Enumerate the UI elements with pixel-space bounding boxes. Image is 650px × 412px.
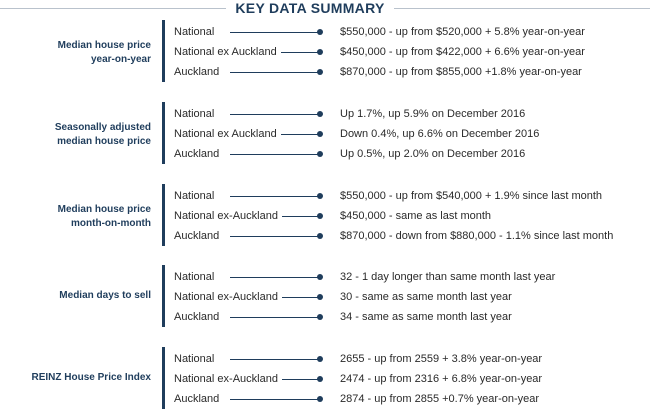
bullet-dot xyxy=(317,294,323,300)
bullet-dot xyxy=(317,233,323,239)
section-label-line: Median days to sell xyxy=(59,290,151,301)
bullet-dot xyxy=(317,69,323,75)
section-label-line: median house price xyxy=(57,136,151,147)
data-row xyxy=(0,206,650,226)
row-value: $870,000 - down from $880,000 - 1.1% since last month xyxy=(340,230,614,242)
summary-section xyxy=(0,349,650,409)
bullet-dot xyxy=(317,29,323,35)
leader-line xyxy=(230,196,318,197)
leader-line xyxy=(230,399,318,400)
bullet-dot xyxy=(317,193,323,199)
row-value: Up 1.7%, up 5.9% on December 2016 xyxy=(340,108,526,120)
data-row xyxy=(0,389,650,409)
data-row xyxy=(0,42,650,62)
data-row xyxy=(0,267,650,287)
leader-line xyxy=(281,134,318,135)
section-label-line: Seasonally adjusted xyxy=(54,122,151,133)
row-value: 34 - same as same month last year xyxy=(340,311,512,323)
data-row xyxy=(0,62,650,82)
data-row xyxy=(0,186,650,206)
row-label: Auckland xyxy=(174,148,220,160)
row-value: 2874 - up from 2855 +0.7% year-on-year xyxy=(340,393,540,405)
bullet-dot xyxy=(317,274,323,280)
row-label: Auckland xyxy=(174,230,220,242)
bullet-dot xyxy=(317,49,323,55)
row-label: Auckland xyxy=(174,393,220,405)
bullet-dot xyxy=(317,314,323,320)
row-label: National ex Auckland xyxy=(174,46,277,58)
row-label: National ex-Auckland xyxy=(174,373,278,385)
data-row xyxy=(0,287,650,307)
leader-line xyxy=(230,277,318,278)
bullet-dot xyxy=(317,396,323,402)
bullet-dot xyxy=(317,356,323,362)
row-label: Auckland xyxy=(174,66,220,78)
section-label-line: REINZ House Price Index xyxy=(31,372,151,383)
data-row xyxy=(0,144,650,164)
section-label-line: month-on-month xyxy=(71,218,151,229)
summary-section xyxy=(0,267,650,327)
row-value: Down 0.4%, up 6.6% on December 2016 xyxy=(340,128,540,140)
bullet-dot xyxy=(317,151,323,157)
leader-line xyxy=(230,72,318,73)
summary-section xyxy=(0,186,650,246)
row-value: Up 0.5%, up 2.0% on December 2016 xyxy=(340,148,526,160)
row-label: National xyxy=(174,26,215,38)
row-value: $450,000 - same as last month xyxy=(340,210,492,222)
row-value: 30 - same as same month last year xyxy=(340,291,512,303)
data-row xyxy=(0,22,650,42)
row-value: 32 - 1 day longer than same month last year xyxy=(340,271,556,283)
leader-line xyxy=(230,154,318,155)
row-value: 2655 - up from 2559 + 3.8% year-on-year xyxy=(340,353,543,365)
row-value: $870,000 - up from $855,000 +1.8% year-on-year xyxy=(340,66,582,78)
data-row xyxy=(0,369,650,389)
row-label: National xyxy=(174,108,215,120)
leader-line xyxy=(230,32,318,33)
bullet-dot xyxy=(317,111,323,117)
section-label-line: Median house price xyxy=(57,40,151,51)
bullet-dot xyxy=(317,131,323,137)
summary-section xyxy=(0,104,650,164)
leader-line xyxy=(282,216,318,217)
leader-line xyxy=(230,236,318,237)
row-label: National xyxy=(174,271,215,283)
bullet-dot xyxy=(317,376,323,382)
data-row xyxy=(0,349,650,369)
row-label: National xyxy=(174,190,215,202)
data-row xyxy=(0,124,650,144)
section-label-line: Median house price xyxy=(57,204,151,215)
leader-line xyxy=(281,52,318,53)
bullet-dot xyxy=(317,213,323,219)
leader-line xyxy=(282,297,318,298)
row-label: National xyxy=(174,353,215,365)
leader-line xyxy=(230,114,318,115)
section-label-line: year-on-year xyxy=(90,54,151,65)
row-value: $550,000 - up from $540,000 + 1.9% since last month xyxy=(340,190,603,202)
row-value: 2474 - up from 2316 + 6.8% year-on-year xyxy=(340,373,543,385)
summary-section xyxy=(0,22,650,82)
row-label: National ex-Auckland xyxy=(174,291,278,303)
row-value: $550,000 - up from $520,000 + 5.8% year-on-year xyxy=(340,26,585,38)
row-label: Auckland xyxy=(174,311,220,323)
row-label: National ex-Auckland xyxy=(174,210,278,222)
leader-line xyxy=(230,317,318,318)
data-row xyxy=(0,226,650,246)
leader-line xyxy=(282,379,318,380)
title-banner xyxy=(0,0,650,18)
data-row xyxy=(0,307,650,327)
row-value: $450,000 - up from $422,000 + 6.6% year-on-year xyxy=(340,46,585,58)
page-title: KEY DATA SUMMARY xyxy=(226,0,394,18)
leader-line xyxy=(230,359,318,360)
data-row xyxy=(0,104,650,124)
row-label: National ex Auckland xyxy=(174,128,277,140)
